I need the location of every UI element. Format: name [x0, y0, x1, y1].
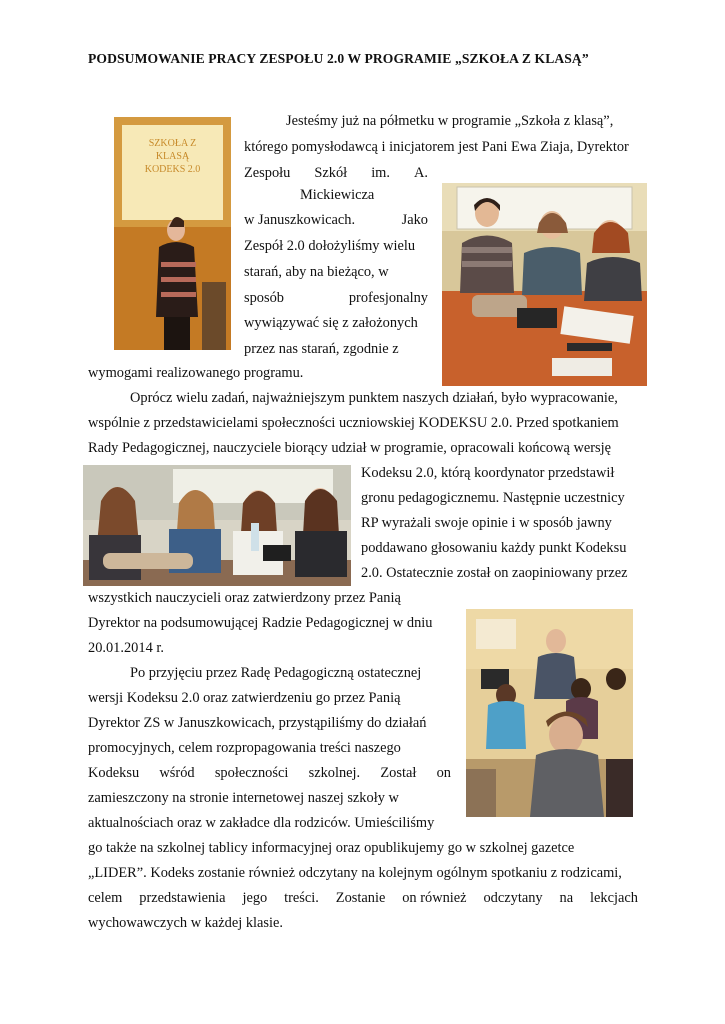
text-line: 20.01.2014 r. — [88, 640, 164, 656]
photo-students — [83, 465, 351, 586]
text-line: sposób profesjonalny — [244, 290, 428, 306]
text-line: 2.0. Ostatecznie został on zaopiniowany przez — [361, 565, 628, 581]
text-line: Kodeksu 2.0, którą koordynator przedstawił — [361, 465, 615, 481]
text-line: Dyrektor na podsumowującej Radzie Pedagogicznej w dniu — [88, 615, 433, 631]
text-line: Dyrektor ZS w Januszkowicach, przystąpiliśmy do działań — [88, 715, 427, 731]
text-line: gronu pedagogicznemu. Następnie uczestnicy — [361, 490, 625, 506]
text-line: celem przedstawienia jego treści. Zostanie on również odczytany na lekcjach — [88, 890, 638, 906]
text-line: wymogami realizowanego programu. — [88, 365, 304, 381]
text-line: Po przyjęciu przez Radę Pedagogiczną ostatecznej — [130, 665, 422, 681]
text-line: Mickiewicza — [300, 187, 375, 203]
text-line: wszystkich nauczycieli oraz zatwierdzony przez Panią — [88, 590, 401, 606]
document-title: PODSUMOWANIE PRACY ZESPOŁU 2.0 W PROGRAMIE „SZKOŁA Z KLASĄ” — [88, 51, 589, 66]
photo-teachers-meeting — [442, 183, 647, 386]
text-line: aktualnościach oraz w zakładce dla rodziców. Umieściliśmy — [88, 815, 435, 831]
text-line: wersji Kodeksu 2.0 oraz zatwierdzeniu go przez Panią — [88, 690, 401, 706]
text-line: przez nas starań, zgodnie z — [244, 341, 399, 357]
text-line: Kodeksu wśród społeczności szkolnej. Został on — [88, 765, 451, 781]
text-line: Zespołu Szkół im. A. — [244, 165, 428, 181]
text-line: RP wyrażali swoje opinie i w sposób jawny — [361, 515, 612, 531]
slide-line-2: KLASĄ — [155, 151, 190, 162]
text-line: promocyjnych, celem rozpropagowania treści naszego — [88, 740, 401, 756]
text-line: poddawano głosowaniu każdy punkt Kodeksu — [361, 540, 627, 556]
text-line: Zespół 2.0 dołożyliśmy wielu — [244, 238, 416, 254]
slide-text — [124, 137, 221, 176]
text-line: w Januszkowicach. Jako — [244, 212, 428, 228]
text-line: „LIDER”. Kodeks zostanie również odczytany na kolejnym ogólnym spotkaniu z rodzicami, — [88, 865, 622, 881]
text-line: którego pomysłodawcą i inicjatorem jest Pani Ewa Ziaja, Dyrektor — [244, 139, 629, 155]
text-line: wywiązywać się z założonych — [244, 315, 418, 331]
photo-classroom — [466, 609, 633, 817]
text-line: zamieszczony na stronie internetowej naszej szkoły w — [88, 790, 399, 806]
photo-presentation — [114, 117, 231, 350]
text-line: wychowawczych w każdej klasie. — [88, 915, 283, 931]
text-line: wspólnie z przedstawicielami społeczności uczniowskiej KODEKSU 2.0. Przed spotkaniem — [88, 415, 619, 431]
text-line: Rady Pedagogicznej, nauczyciele biorący udział w programie, opracowali końcową wersję — [88, 440, 612, 456]
slide-line-1: SZKOŁA Z — [148, 138, 197, 149]
text-line: starań, aby na bieżąco, w — [244, 264, 389, 280]
slide-line-3: KODEKS 2.0 — [144, 164, 201, 175]
text-line: Oprócz wielu zadań, najważniejszym punktem naszych działań, było wypracowanie, — [130, 390, 618, 406]
text-line: Jesteśmy już na półmetku w programie „Szkoła z klasą”, — [286, 113, 614, 129]
text-line: go także na szkolnej tablicy informacyjnej oraz opublikujemy go w szkolnej gazetce — [88, 840, 575, 856]
